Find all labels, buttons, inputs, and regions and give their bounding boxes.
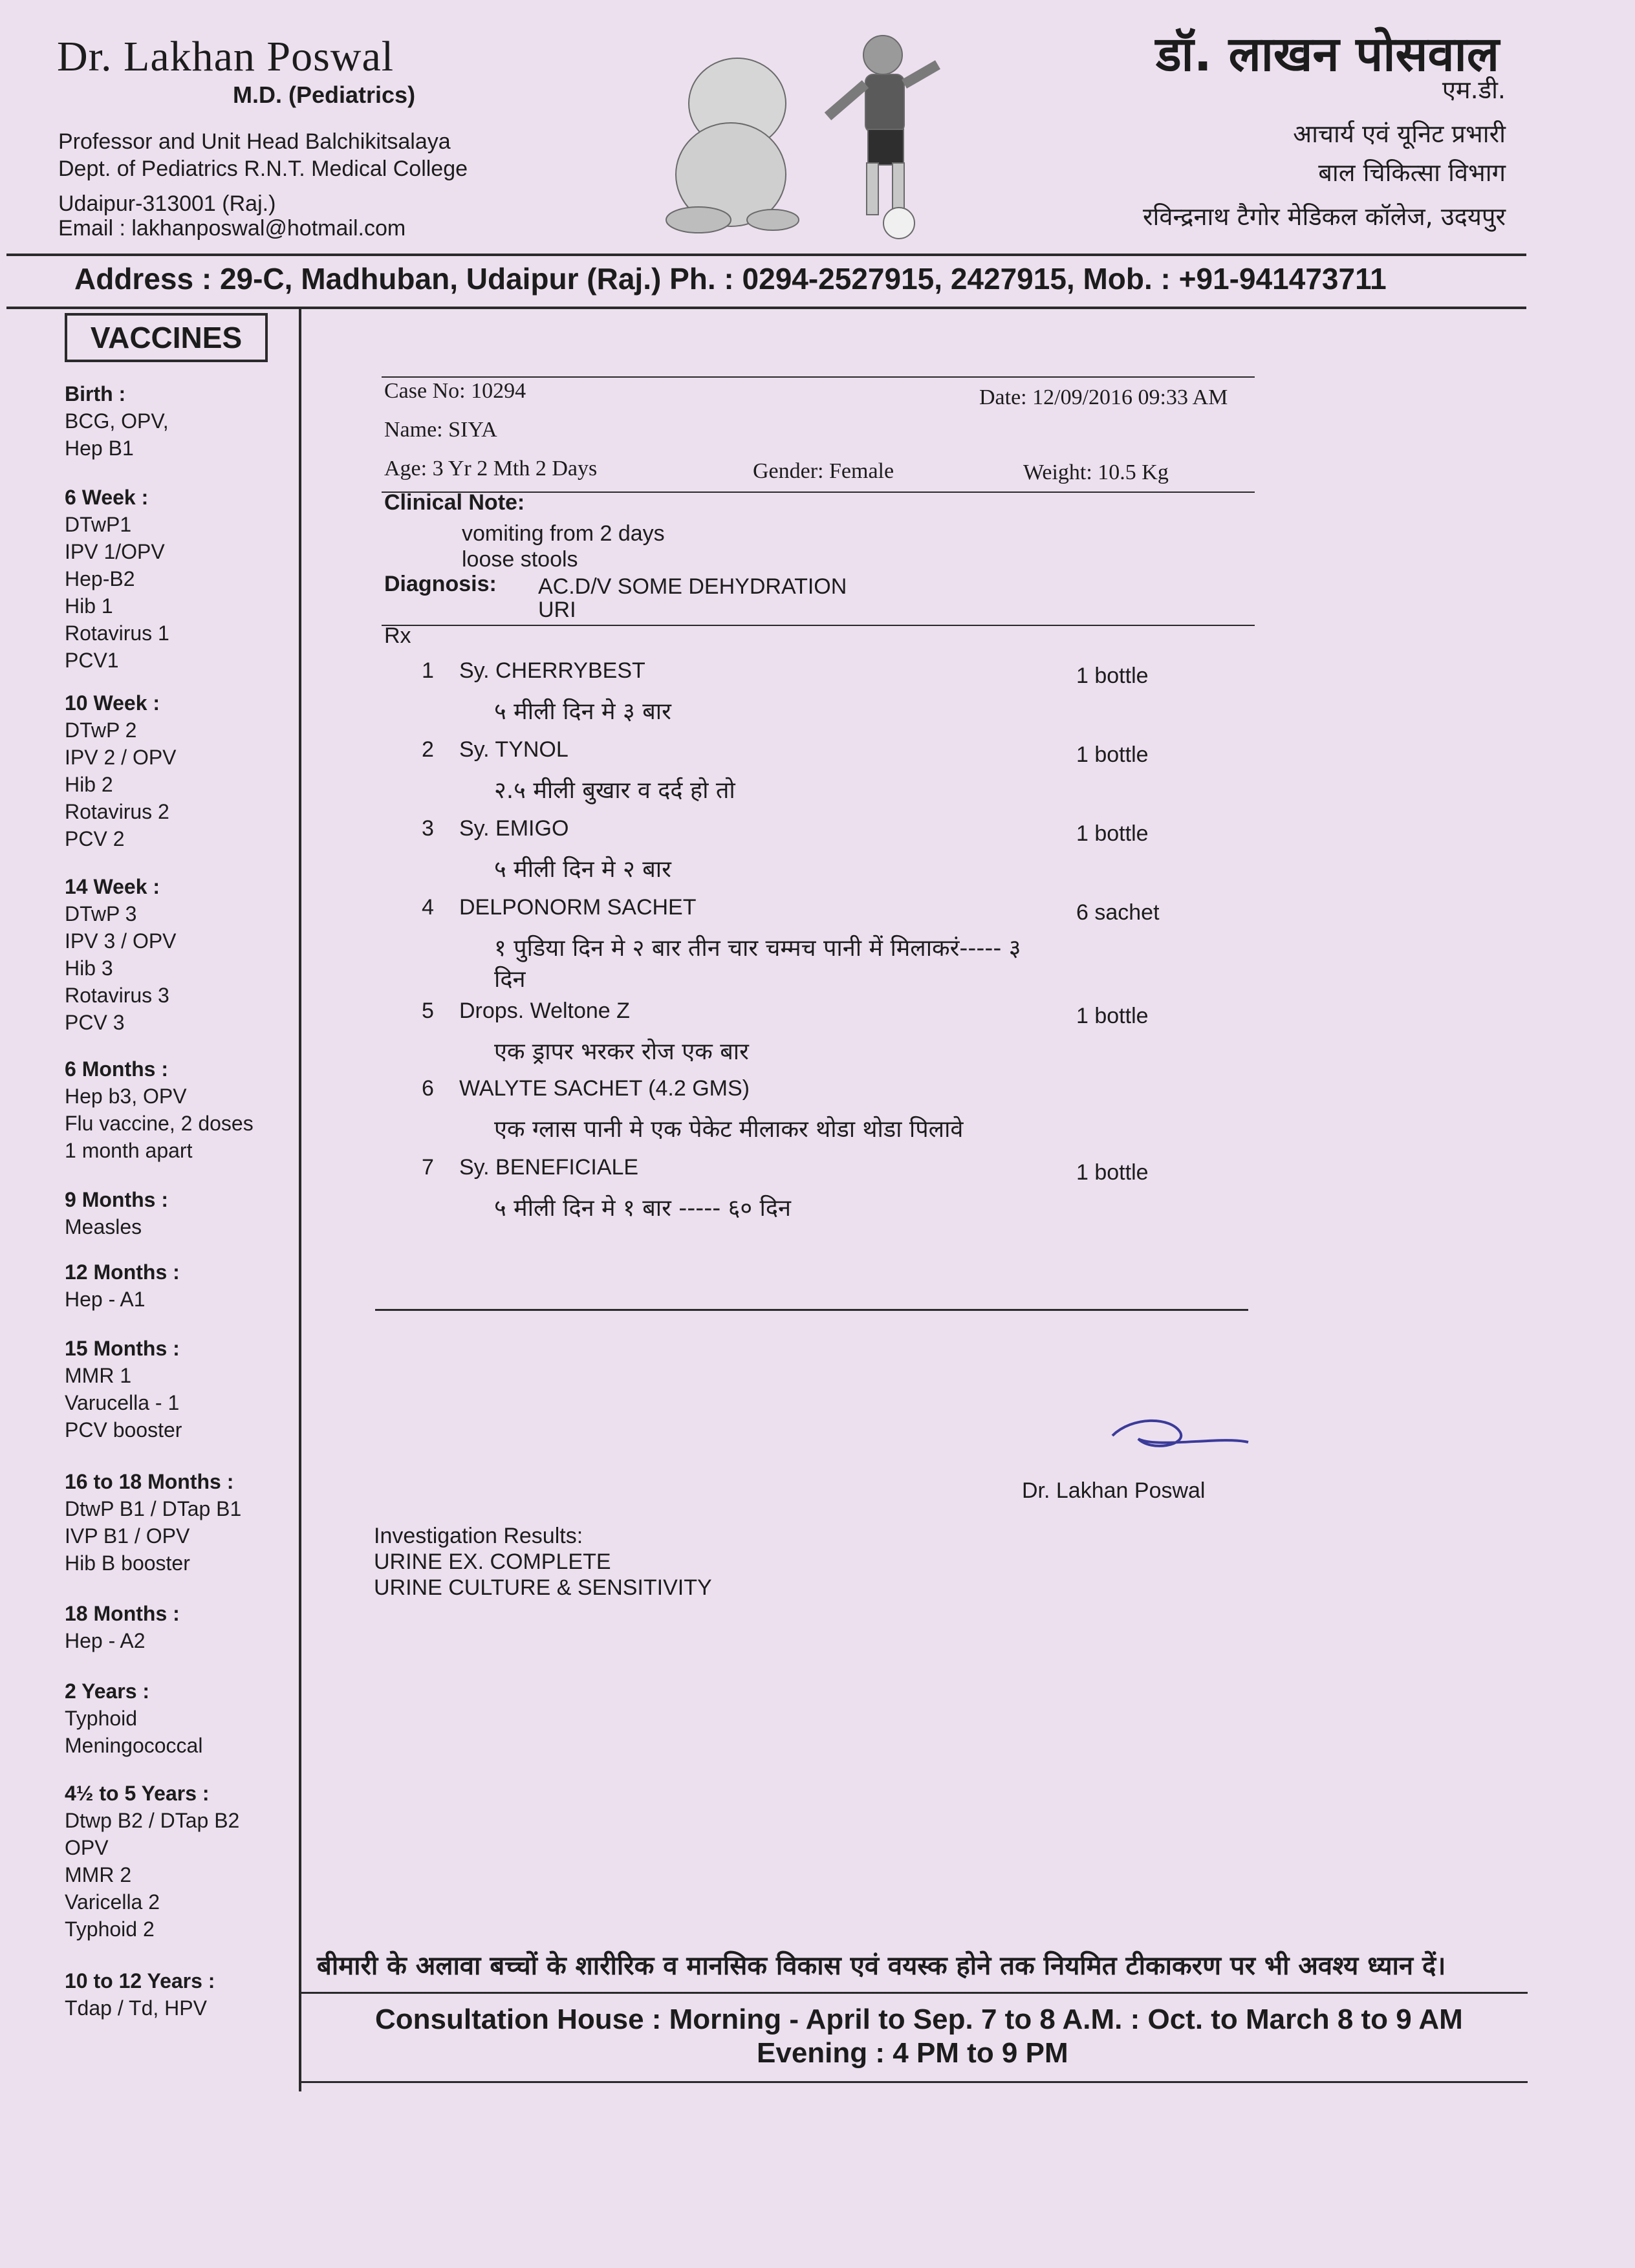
vaccine-group bbox=[65, 873, 298, 1036]
medicine-number: 2 bbox=[422, 737, 434, 762]
vaccine-item: Varicella 2 bbox=[65, 1890, 160, 1914]
vaccine-item: PCV booster bbox=[65, 1418, 182, 1442]
position-hindi: आचार्य एवं यूनिट प्रभारी bbox=[1293, 120, 1506, 148]
medicine-name: WALYTE SACHET (4.2 GMS) bbox=[459, 1076, 750, 1101]
vaccine-item: Hep b3, OPV bbox=[65, 1085, 187, 1108]
vaccine-item: Typhoid bbox=[65, 1707, 138, 1730]
medicine-number: 4 bbox=[422, 895, 434, 920]
prescription-end-rule bbox=[375, 1309, 1248, 1311]
investigation-item-2: URINE CULTURE & SENSITIVITY bbox=[374, 1575, 712, 1600]
doctor-qualification: M.D. (Pediatrics) bbox=[233, 81, 416, 108]
doctor-name: Dr. Lakhan Poswal bbox=[57, 33, 395, 80]
vaccine-group-heading: 2 Years : bbox=[65, 1679, 150, 1703]
vaccine-group bbox=[65, 484, 298, 674]
diagnosis-label: Diagnosis: bbox=[384, 572, 497, 596]
vaccine-item: Typhoid 2 bbox=[65, 1917, 155, 1941]
medicine-dosage: २.५ मीली बुखार व दर्द हो तो bbox=[494, 777, 735, 804]
vaccine-group bbox=[65, 1678, 298, 1759]
investigation-label: Investigation Results: bbox=[374, 1524, 583, 1548]
medicine-number: 7 bbox=[422, 1155, 434, 1180]
visit-date: Date: 12/09/2016 09:33 AM bbox=[979, 385, 1228, 409]
vaccine-item: MMR 2 bbox=[65, 1863, 132, 1886]
vaccine-item: Rotavirus 3 bbox=[65, 984, 169, 1007]
investigation-item-1: URINE EX. COMPLETE bbox=[374, 1550, 611, 1574]
medicine-number: 6 bbox=[422, 1076, 434, 1101]
medicine-dosage: ५ मीली दिन मे ३ बार bbox=[494, 698, 671, 725]
signature-name: Dr. Lakhan Poswal bbox=[1022, 1478, 1206, 1503]
rx-label: Rx bbox=[384, 623, 411, 648]
vaccine-group-heading: 10 Week : bbox=[65, 691, 160, 715]
vaccination-advice: बीमारी के अलावा बच्चों के शारीरिक व मानसिक विकास एवं वयस्क होने तक नियमित टीकाकरण पर भी अवश्य ध्यान दें। bbox=[317, 1951, 1446, 1981]
vaccine-group bbox=[65, 1055, 298, 1164]
vaccine-group bbox=[65, 1258, 298, 1313]
medicine-dosage: एक ड्रापर भरकर रोज एक बार bbox=[494, 1039, 749, 1065]
vaccine-item: Hep B1 bbox=[65, 437, 134, 460]
vaccine-group-heading: 18 Months : bbox=[65, 1602, 180, 1625]
vaccine-item: PCV 3 bbox=[65, 1011, 125, 1034]
doctor-name-hindi: डॉ. लाखन पोसवाल bbox=[1155, 27, 1499, 82]
vaccine-item: Hep-B2 bbox=[65, 567, 135, 590]
vaccine-item: IPV 1/OPV bbox=[65, 540, 165, 563]
vaccine-group-heading: 15 Months : bbox=[65, 1337, 180, 1360]
doctor-email: Email : lakhanposwal@hotmail.com bbox=[58, 216, 406, 241]
diagnosis-2: URI bbox=[538, 598, 576, 622]
footer-top-rule bbox=[299, 1992, 1528, 1994]
patient-gender: Gender: Female bbox=[753, 459, 894, 483]
medicine-number: 5 bbox=[422, 999, 434, 1023]
vaccine-item: DTwP1 bbox=[65, 513, 132, 536]
vaccine-item: Hib 1 bbox=[65, 594, 113, 618]
vaccine-item: Dtwp B2 / DTap B2 bbox=[65, 1809, 240, 1832]
vaccine-group-heading: 14 Week : bbox=[65, 875, 160, 898]
case-number: Case No: 10294 bbox=[384, 379, 526, 403]
medicine-name: Sy. EMIGO bbox=[459, 816, 569, 841]
medicine-dosage: एक ग्लास पानी मे एक पेकेट मीलाकर थोडा थोडा पिलावे bbox=[494, 1116, 964, 1143]
vaccines-title: VACCINES bbox=[65, 313, 268, 362]
vaccine-item: IVP B1 / OPV bbox=[65, 1524, 190, 1548]
patient-name: Name: SIYA bbox=[384, 418, 497, 442]
vaccine-group-heading: Birth : bbox=[65, 382, 126, 405]
medicine-number: 1 bbox=[422, 658, 434, 683]
vaccine-item: Hib B booster bbox=[65, 1551, 190, 1575]
diagnosis-rule bbox=[382, 625, 1255, 626]
vaccine-item: Tdap / Td, HPV bbox=[65, 1996, 207, 2020]
clinical-note-2: loose stools bbox=[462, 547, 578, 572]
patient-weight: Weight: 10.5 Kg bbox=[1023, 460, 1169, 484]
consultation-hours: Consultation House : Morning - April to Sep. 7 to 8 A.M. : Oct. to March 8 to 9 AM bbox=[375, 2003, 1463, 2035]
vaccine-group bbox=[65, 1780, 298, 1943]
clinical-note-label: Clinical Note: bbox=[384, 490, 525, 515]
medicine-dosage: ५ मीली दिन मे २ बार bbox=[494, 856, 671, 883]
footer-bottom-rule bbox=[299, 2081, 1528, 2083]
vaccine-item: Meningococcal bbox=[65, 1734, 203, 1757]
vaccine-group-heading: 4½ to 5 Years : bbox=[65, 1782, 210, 1805]
medicine-quantity: 1 bottle bbox=[1076, 664, 1149, 688]
vaccine-group-heading: 10 to 12 Years : bbox=[65, 1969, 215, 1993]
vaccine-group-heading: 12 Months : bbox=[65, 1260, 180, 1284]
medicine-name: Sy. BENEFICIALE bbox=[459, 1155, 639, 1180]
medicine-name: DELPONORM SACHET bbox=[459, 895, 697, 920]
doctor-department: Dept. of Pediatrics R.N.T. Medical College bbox=[58, 157, 468, 181]
qualification-hindi: एम.डी. bbox=[1442, 76, 1506, 104]
vaccine-item: DTwP 3 bbox=[65, 902, 137, 925]
vaccine-item: Hib 2 bbox=[65, 773, 113, 796]
medicine-quantity: 1 bottle bbox=[1076, 1160, 1149, 1185]
vaccine-item: BCG, OPV, bbox=[65, 409, 169, 433]
vaccine-item: Hep - A2 bbox=[65, 1629, 146, 1652]
signature-scribble bbox=[1099, 1410, 1255, 1462]
vaccine-group bbox=[65, 1186, 298, 1240]
vaccine-item: Hep - A1 bbox=[65, 1288, 146, 1311]
vaccine-group bbox=[65, 1335, 298, 1443]
medicine-name: Drops. Weltone Z bbox=[459, 999, 630, 1023]
vaccine-item: Rotavirus 1 bbox=[65, 621, 169, 645]
vaccine-item: DTwP 2 bbox=[65, 718, 137, 742]
vaccine-item: IPV 3 / OPV bbox=[65, 929, 177, 953]
patient-age: Age: 3 Yr 2 Mth 2 Days bbox=[384, 457, 598, 481]
medicine-dosage: १ पुडिया दिन मे २ बार तीन चार चम्मच पानी में मिलाकरं----- ३ bbox=[494, 935, 1021, 962]
vaccine-item: OPV bbox=[65, 1836, 109, 1859]
doctor-city: Udaipur-313001 (Raj.) bbox=[58, 191, 276, 216]
vaccine-group-heading: 6 Months : bbox=[65, 1057, 168, 1081]
vaccine-item: Measles bbox=[65, 1215, 142, 1238]
patient-top-rule bbox=[382, 376, 1255, 378]
medicine-dosage-cont: दिन bbox=[494, 966, 526, 993]
vaccine-item: DtwP B1 / DTap B1 bbox=[65, 1497, 242, 1520]
medicine-quantity: 6 sachet bbox=[1076, 900, 1160, 925]
department-hindi: बाल चिकित्सा विभाग bbox=[1318, 158, 1506, 187]
vaccine-group-heading: 16 to 18 Months : bbox=[65, 1470, 234, 1493]
vaccine-item: PCV1 bbox=[65, 649, 119, 672]
column-divider bbox=[299, 307, 301, 2091]
vaccine-item: MMR 1 bbox=[65, 1364, 132, 1387]
diagnosis-1: AC.D/V SOME DEHYDRATION bbox=[538, 574, 847, 599]
vaccine-item: IPV 2 / OPV bbox=[65, 746, 177, 769]
medicine-quantity: 1 bottle bbox=[1076, 1004, 1149, 1028]
vaccine-group bbox=[65, 1600, 298, 1654]
children-illustration bbox=[660, 26, 970, 239]
medicine-name: Sy. TYNOL bbox=[459, 737, 568, 762]
medicine-dosage: ५ मीली दिन मे १ बार ----- ६० दिन bbox=[494, 1195, 791, 1222]
doctor-position: Professor and Unit Head Balchikitsalaya bbox=[58, 129, 451, 154]
medicine-quantity: 1 bottle bbox=[1076, 821, 1149, 846]
medicine-number: 3 bbox=[422, 816, 434, 841]
medicine-name: Sy. CHERRYBEST bbox=[459, 658, 645, 683]
medicine-quantity: 1 bottle bbox=[1076, 742, 1149, 767]
vaccine-item: 1 month apart bbox=[65, 1139, 193, 1162]
vaccine-item: Varucella - 1 bbox=[65, 1391, 180, 1414]
vaccine-item: Rotavirus 2 bbox=[65, 800, 169, 823]
vaccine-group bbox=[65, 689, 298, 852]
vaccine-item: Flu vaccine, 2 doses bbox=[65, 1112, 254, 1135]
college-hindi: रविन्द्रनाथ टैगोर मेडिकल कॉलेज, उदयपुर bbox=[1143, 202, 1506, 231]
evening-hours: Evening : 4 PM to 9 PM bbox=[757, 2037, 1068, 2069]
vaccine-group-heading: 6 Week : bbox=[65, 486, 149, 509]
address-divider bbox=[6, 307, 1526, 309]
vaccine-item: PCV 2 bbox=[65, 827, 125, 850]
address-line: Address : 29-C, Madhuban, Udaipur (Raj.) Ph. : 0294-2527915, 2427915, Mob. : +91-941473711 bbox=[74, 262, 1387, 296]
vaccine-group bbox=[65, 380, 298, 462]
header-divider bbox=[6, 254, 1526, 256]
vaccine-group bbox=[65, 1967, 298, 2022]
clinical-note-1: vomiting from 2 days bbox=[462, 521, 665, 546]
vaccine-group-heading: 9 Months : bbox=[65, 1188, 168, 1211]
vaccine-group bbox=[65, 1468, 298, 1577]
vaccine-item: Hib 3 bbox=[65, 956, 113, 980]
